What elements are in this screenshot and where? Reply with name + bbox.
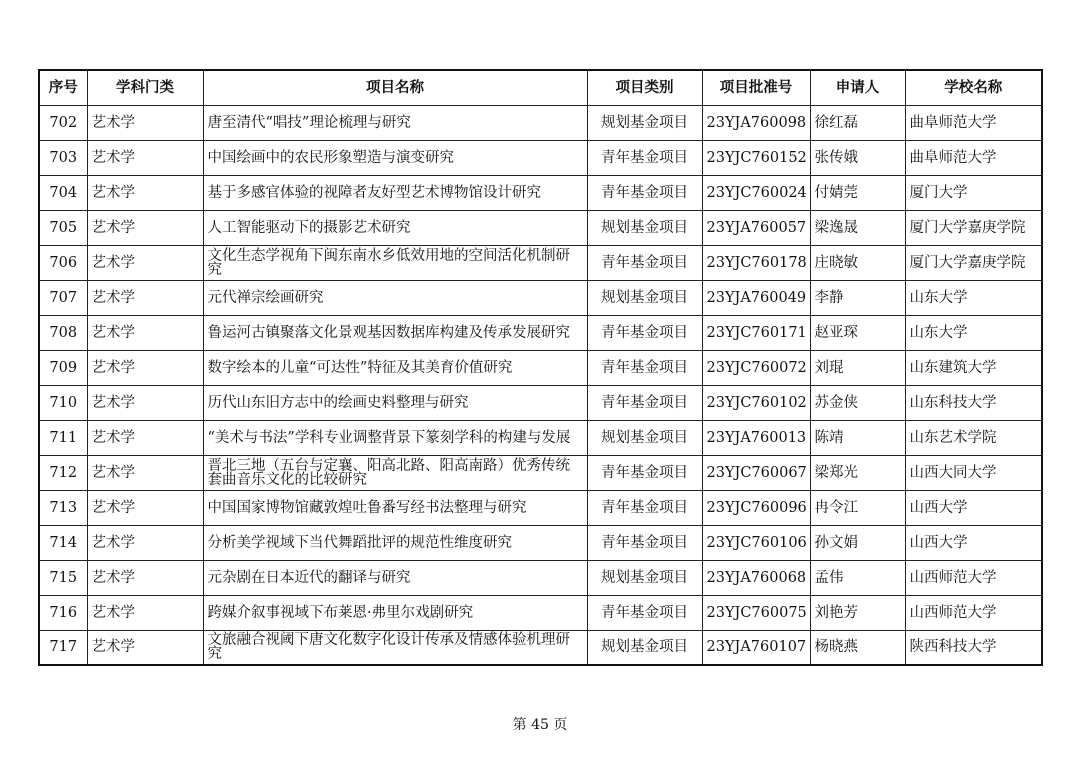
page-number: 第 45 页 [512,717,568,733]
approval-number-cell: 23YJC760171 [702,315,810,350]
project-type-cell: 青年基金项目 [587,595,702,630]
project-type-cell: 青年基金项目 [587,350,702,385]
subject-cell: 艺术学 [87,105,203,140]
table-row [39,385,1042,420]
table-row [39,350,1042,385]
approval-number-cell: 23YJA760107 [702,630,810,665]
row-seq-cell: 714 [39,525,87,560]
table-row [39,245,1042,280]
project-name-cell: 晋北三地（五台与定襄、阳高北路、阳高南路）优秀传统套曲音乐文化的比较研究 [203,455,587,490]
applicant-cell: 苏金侠 [810,385,905,420]
header-school: 学校名称 [905,70,1042,105]
school-cell: 山西大学 [905,490,1042,525]
header-subject: 学科门类 [87,70,203,105]
project-type-cell: 规划基金项目 [587,630,702,665]
applicant-cell: 陈靖 [810,420,905,455]
applicant-cell: 梁郑光 [810,455,905,490]
subject-cell: 艺术学 [87,210,203,245]
applicant-cell: 张传娥 [810,140,905,175]
applicant-cell: 杨晓燕 [810,630,905,665]
table-row [39,630,1042,665]
table-row [39,490,1042,525]
table-row [39,420,1042,455]
project-name-cell: 文旅融合视阈下唐文化数字化设计传承及情感体验机理研究 [203,630,587,665]
project-type-cell: 青年基金项目 [587,315,702,350]
header-project-type: 项目类别 [587,70,702,105]
project-type-cell: 规划基金项目 [587,280,702,315]
approval-number-cell: 23YJC760075 [702,595,810,630]
header-project-name: 项目名称 [203,70,587,105]
project-type-cell: 青年基金项目 [587,490,702,525]
school-cell: 陕西科技大学 [905,630,1042,665]
approval-number-cell: 23YJC760024 [702,175,810,210]
project-type-cell: 青年基金项目 [587,245,702,280]
project-name-cell: 唐至清代“唱技”理论梳理与研究 [203,105,587,140]
project-type-cell: 青年基金项目 [587,385,702,420]
row-seq-cell: 704 [39,175,87,210]
approval-number-cell: 23YJC760152 [702,140,810,175]
project-name-cell: 跨媒介叙事视域下布莱恩·弗里尔戏剧研究 [203,595,587,630]
table-row [39,455,1042,490]
school-cell: 山西师范大学 [905,560,1042,595]
table-row [39,560,1042,595]
applicant-cell: 刘艳芳 [810,595,905,630]
school-cell: 曲阜师范大学 [905,140,1042,175]
approval-number-cell: 23YJA760068 [702,560,810,595]
project-type-cell: 规划基金项目 [587,210,702,245]
table-header-row [39,70,1042,105]
subject-cell: 艺术学 [87,595,203,630]
header-approval-number: 项目批准号 [702,70,810,105]
school-cell: 山东大学 [905,315,1042,350]
project-name-cell: 元杂剧在日本近代的翻译与研究 [203,560,587,595]
school-cell: 厦门大学嘉庚学院 [905,210,1042,245]
approval-number-cell: 23YJC760067 [702,455,810,490]
project-type-cell: 规划基金项目 [587,420,702,455]
applicant-cell: 孙文娟 [810,525,905,560]
applicant-cell: 孟伟 [810,560,905,595]
applicant-cell: 庄晓敏 [810,245,905,280]
school-cell: 山西大学 [905,525,1042,560]
subject-cell: 艺术学 [87,245,203,280]
subject-cell: 艺术学 [87,455,203,490]
project-type-cell: 青年基金项目 [587,455,702,490]
project-type-cell: 青年基金项目 [587,175,702,210]
project-name-cell: 鲁运河古镇聚落文化景观基因数据库构建及传承发展研究 [203,315,587,350]
approval-number-cell: 23YJC760102 [702,385,810,420]
table-row [39,525,1042,560]
approval-number-cell: 23YJC760178 [702,245,810,280]
project-name-cell: 人工智能驱动下的摄影艺术研究 [203,210,587,245]
approval-number-cell: 23YJC760072 [702,350,810,385]
subject-cell: 艺术学 [87,630,203,665]
table-body [39,105,1042,665]
subject-cell: 艺术学 [87,140,203,175]
subject-cell: 艺术学 [87,525,203,560]
project-name-cell: 文化生态学视角下闽东南水乡低效用地的空间活化机制研究 [203,245,587,280]
header-seq: 序号 [39,70,87,105]
applicant-cell: 徐红磊 [810,105,905,140]
row-seq-cell: 713 [39,490,87,525]
row-seq-cell: 715 [39,560,87,595]
row-seq-cell: 711 [39,420,87,455]
subject-cell: 艺术学 [87,420,203,455]
project-name-cell: “美术与书法”学科专业调整背景下篆刻学科的构建与发展 [203,420,587,455]
approval-number-cell: 23YJA760013 [702,420,810,455]
table-row [39,210,1042,245]
project-type-cell: 规划基金项目 [587,105,702,140]
school-cell: 山西师范大学 [905,595,1042,630]
row-seq-cell: 712 [39,455,87,490]
project-table [38,69,1043,666]
row-seq-cell: 703 [39,140,87,175]
project-name-cell: 元代禅宗绘画研究 [203,280,587,315]
project-name-cell: 中国国家博物馆藏敦煌吐鲁番写经书法整理与研究 [203,490,587,525]
subject-cell: 艺术学 [87,560,203,595]
subject-cell: 艺术学 [87,280,203,315]
table-row [39,315,1042,350]
applicant-cell: 李静 [810,280,905,315]
table-row [39,280,1042,315]
project-name-cell: 中国绘画中的农民形象塑造与演变研究 [203,140,587,175]
approval-number-cell: 23YJC760106 [702,525,810,560]
row-seq-cell: 702 [39,105,87,140]
project-name-cell: 历代山东旧方志中的绘画史料整理与研究 [203,385,587,420]
approval-number-cell: 23YJA760098 [702,105,810,140]
header-applicant: 申请人 [810,70,905,105]
project-type-cell: 规划基金项目 [587,560,702,595]
applicant-cell: 梁逸晟 [810,210,905,245]
table-row [39,175,1042,210]
row-seq-cell: 706 [39,245,87,280]
school-cell: 山西大同大学 [905,455,1042,490]
row-seq-cell: 709 [39,350,87,385]
school-cell: 山东建筑大学 [905,350,1042,385]
approval-number-cell: 23YJA760049 [702,280,810,315]
project-name-cell: 数字绘本的儿童“可达性”特征及其美育价值研究 [203,350,587,385]
table-row [39,595,1042,630]
applicant-cell: 赵亚琛 [810,315,905,350]
subject-cell: 艺术学 [87,385,203,420]
table-row [39,105,1042,140]
project-type-cell: 青年基金项目 [587,140,702,175]
school-cell: 山东艺术学院 [905,420,1042,455]
school-cell: 厦门大学嘉庚学院 [905,245,1042,280]
row-seq-cell: 708 [39,315,87,350]
school-cell: 曲阜师范大学 [905,105,1042,140]
project-type-cell: 青年基金项目 [587,525,702,560]
subject-cell: 艺术学 [87,315,203,350]
subject-cell: 艺术学 [87,350,203,385]
applicant-cell: 刘琨 [810,350,905,385]
row-seq-cell: 705 [39,210,87,245]
approval-number-cell: 23YJC760096 [702,490,810,525]
subject-cell: 艺术学 [87,175,203,210]
school-cell: 山东科技大学 [905,385,1042,420]
subject-cell: 艺术学 [87,490,203,525]
row-seq-cell: 717 [39,630,87,665]
school-cell: 山东大学 [905,280,1042,315]
applicant-cell: 冉令江 [810,490,905,525]
school-cell: 厦门大学 [905,175,1042,210]
project-name-cell: 分析美学视域下当代舞蹈批评的规范性维度研究 [203,525,587,560]
applicant-cell: 付婧莞 [810,175,905,210]
approval-number-cell: 23YJA760057 [702,210,810,245]
table-row [39,140,1042,175]
row-seq-cell: 716 [39,595,87,630]
project-name-cell: 基于多感官体验的视障者友好型艺术博物馆设计研究 [203,175,587,210]
row-seq-cell: 710 [39,385,87,420]
row-seq-cell: 707 [39,280,87,315]
